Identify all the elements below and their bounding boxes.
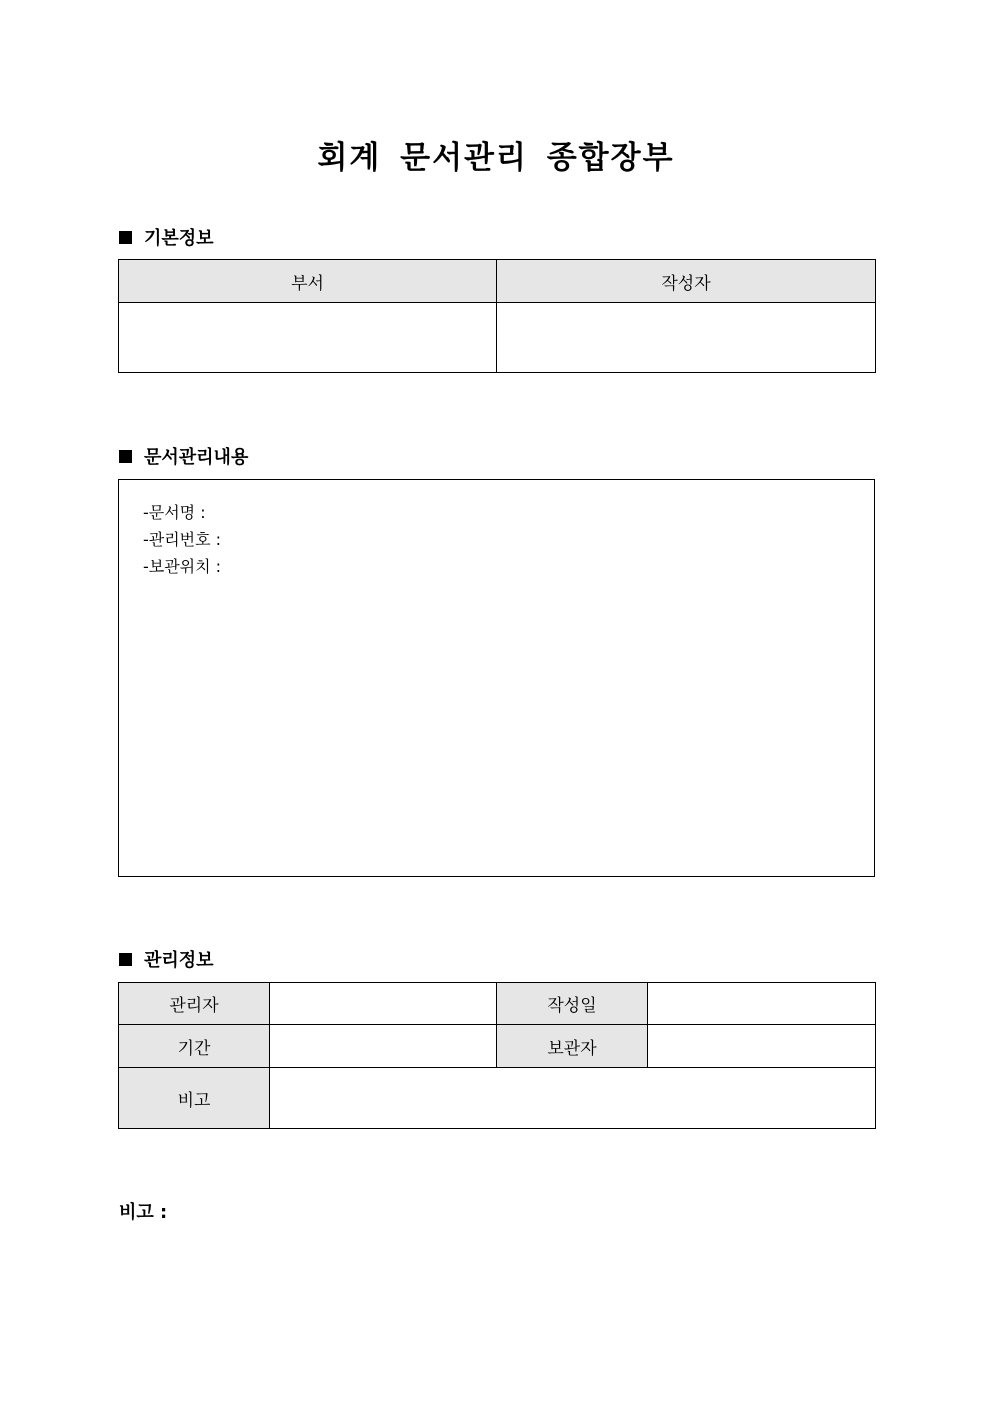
period-label: 기간 (119, 1025, 270, 1068)
doc-management-content-box[interactable] (118, 479, 875, 877)
department-header: 부서 (119, 260, 497, 303)
doc-management-heading-text: 문서관리내용 (144, 447, 249, 468)
basic-info-heading (119, 224, 214, 250)
keeper-field[interactable] (648, 1025, 876, 1068)
document-title: 회계 문서관리 종합장부 (317, 140, 675, 176)
square-bullet-icon (119, 450, 132, 463)
square-bullet-icon (119, 231, 132, 244)
manager-field[interactable] (270, 983, 497, 1025)
management-number-line: -관리번호 : (143, 530, 222, 549)
created-date-label: 작성일 (497, 983, 648, 1025)
period-field[interactable] (270, 1025, 497, 1068)
remarks-label: 비고 (119, 1068, 270, 1129)
basic-info-table (118, 259, 876, 373)
storage-location-line: -보관위치 : (143, 557, 222, 576)
management-info-table (118, 982, 876, 1129)
created-date-field[interactable] (648, 983, 876, 1025)
footer-note-label: 비고 : (119, 1202, 168, 1223)
doc-management-lines (143, 499, 221, 580)
doc-management-heading (119, 443, 248, 469)
management-info-heading-text: 관리정보 (144, 950, 214, 971)
author-header: 작성자 (497, 260, 876, 303)
manager-label: 관리자 (119, 983, 270, 1025)
basic-info-heading-text: 기본정보 (144, 228, 214, 249)
square-bullet-icon (119, 953, 132, 966)
keeper-label: 보관자 (497, 1025, 648, 1068)
document-name-line: -문서명 : (143, 503, 206, 522)
department-field[interactable] (119, 303, 497, 373)
author-field[interactable] (497, 303, 876, 373)
remarks-field[interactable] (270, 1068, 876, 1129)
management-info-heading (119, 946, 214, 972)
